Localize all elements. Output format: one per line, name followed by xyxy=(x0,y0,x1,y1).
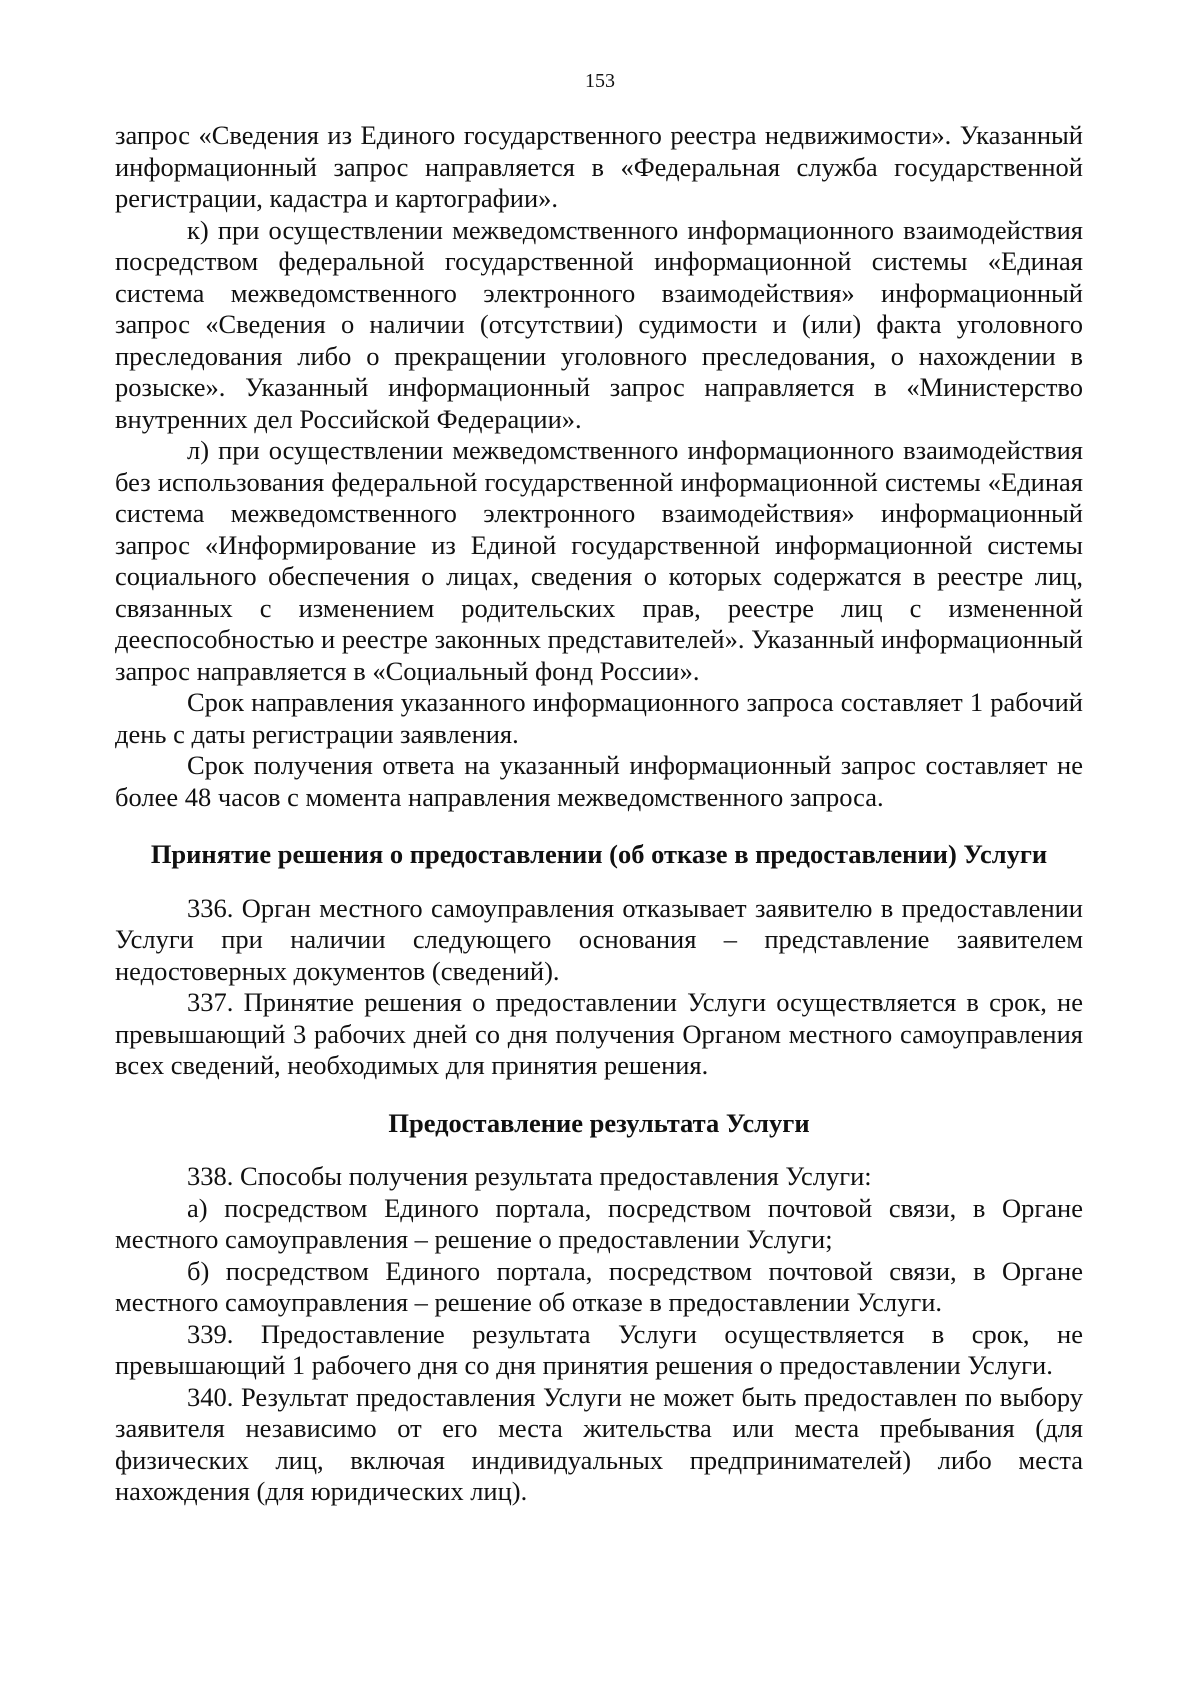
document-body xyxy=(115,120,1083,1508)
section-heading-result: Предоставление результата Услуги xyxy=(388,1107,810,1138)
paragraph: Срок направления указанного информационного запроса составляет 1 рабочий день с даты регистрации заявления. xyxy=(115,687,1083,749)
section-heading-decision: Принятие решения о предоставлении (об отказе в предоставлении) Услуги xyxy=(150,839,1048,869)
paragraph: Срок получения ответа на указанный информационный запрос составляет не более 48 часов с момента направления межведомственного запроса. xyxy=(115,750,1083,812)
paragraph-339: 339. Предоставление результата Услуги осуществляется в срок, не превышающий 1 рабочего дня со дня принятия решения о предоставлении Услуги. xyxy=(115,1318,1083,1380)
paragraph: запрос «Сведения из Единого государственного реестра недвижимости». Указанный информационный запрос направляется в «Федеральная служба государственной регистрации, кадастра и картографии». xyxy=(115,120,1083,213)
paragraph-338: 338. Способы получения результата предоставления Услуги: xyxy=(187,1161,872,1191)
paragraph-337: 337. Принятие решения о предоставлении Услуги осуществляется в срок, не превышающий 3 рабочих дней со дня получения Органом местного самоуправления всех сведений, необходимых для принятия решения. xyxy=(115,987,1083,1080)
paragraph-item-k: к) при осуществлении межведомственного информационного взаимодействия посредством федеральной государственной информационной системы «Единая система межведомственного электронного взаимодействия» информационный запрос «Сведения о наличии (отсутствии) судимости и (или) факта уголовного преследования либо о прекращении уголовного преследования, о нахождении в розыске». Указанный информационный запрос направляется в «Министерство внутренних дел Российской Федерации». xyxy=(115,214,1083,434)
paragraph-item-l: л) при осуществлении межведомственного информационного взаимодействия без использования федеральной государственной информационной системы «Единая система межведомственного электронного взаимодействия» информационный запрос «Информирование из Единой государственной информационной системы социального обеспечения о лицах, сведения о которых содержатся в реестре лиц, связанных с изменением родительских прав, реестре лиц с измененной дееспособностью и реестре законных представителей». Указанный информационный запрос направляется в «Социальный фонд России». xyxy=(115,435,1083,686)
paragraph-338-b: б) посредством Единого портала, посредством почтовой связи, в Органе местного самоуправления – решение об отказе в предоставлении Услуги. xyxy=(115,1255,1083,1317)
paragraph-336: 336. Орган местного самоуправления отказывает заявителю в предоставлении Услуги при наличии следующего основания – представление заявителем недостоверных документов (сведений). xyxy=(115,892,1083,986)
paragraph-338-a: а) посредством Единого портала, посредством почтовой связи, в Органе местного самоуправления – решение о предоставлении Услуги; xyxy=(115,1192,1083,1254)
page-number: 153 xyxy=(585,70,615,92)
paragraph-340: 340. Результат предоставления Услуги не может быть предоставлен по выбору заявителя независимо от его места жительства или места пребывания (для физических лиц, включая индивидуальных предпринимателей) либо места нахождения (для юридических лиц). xyxy=(115,1381,1083,1506)
